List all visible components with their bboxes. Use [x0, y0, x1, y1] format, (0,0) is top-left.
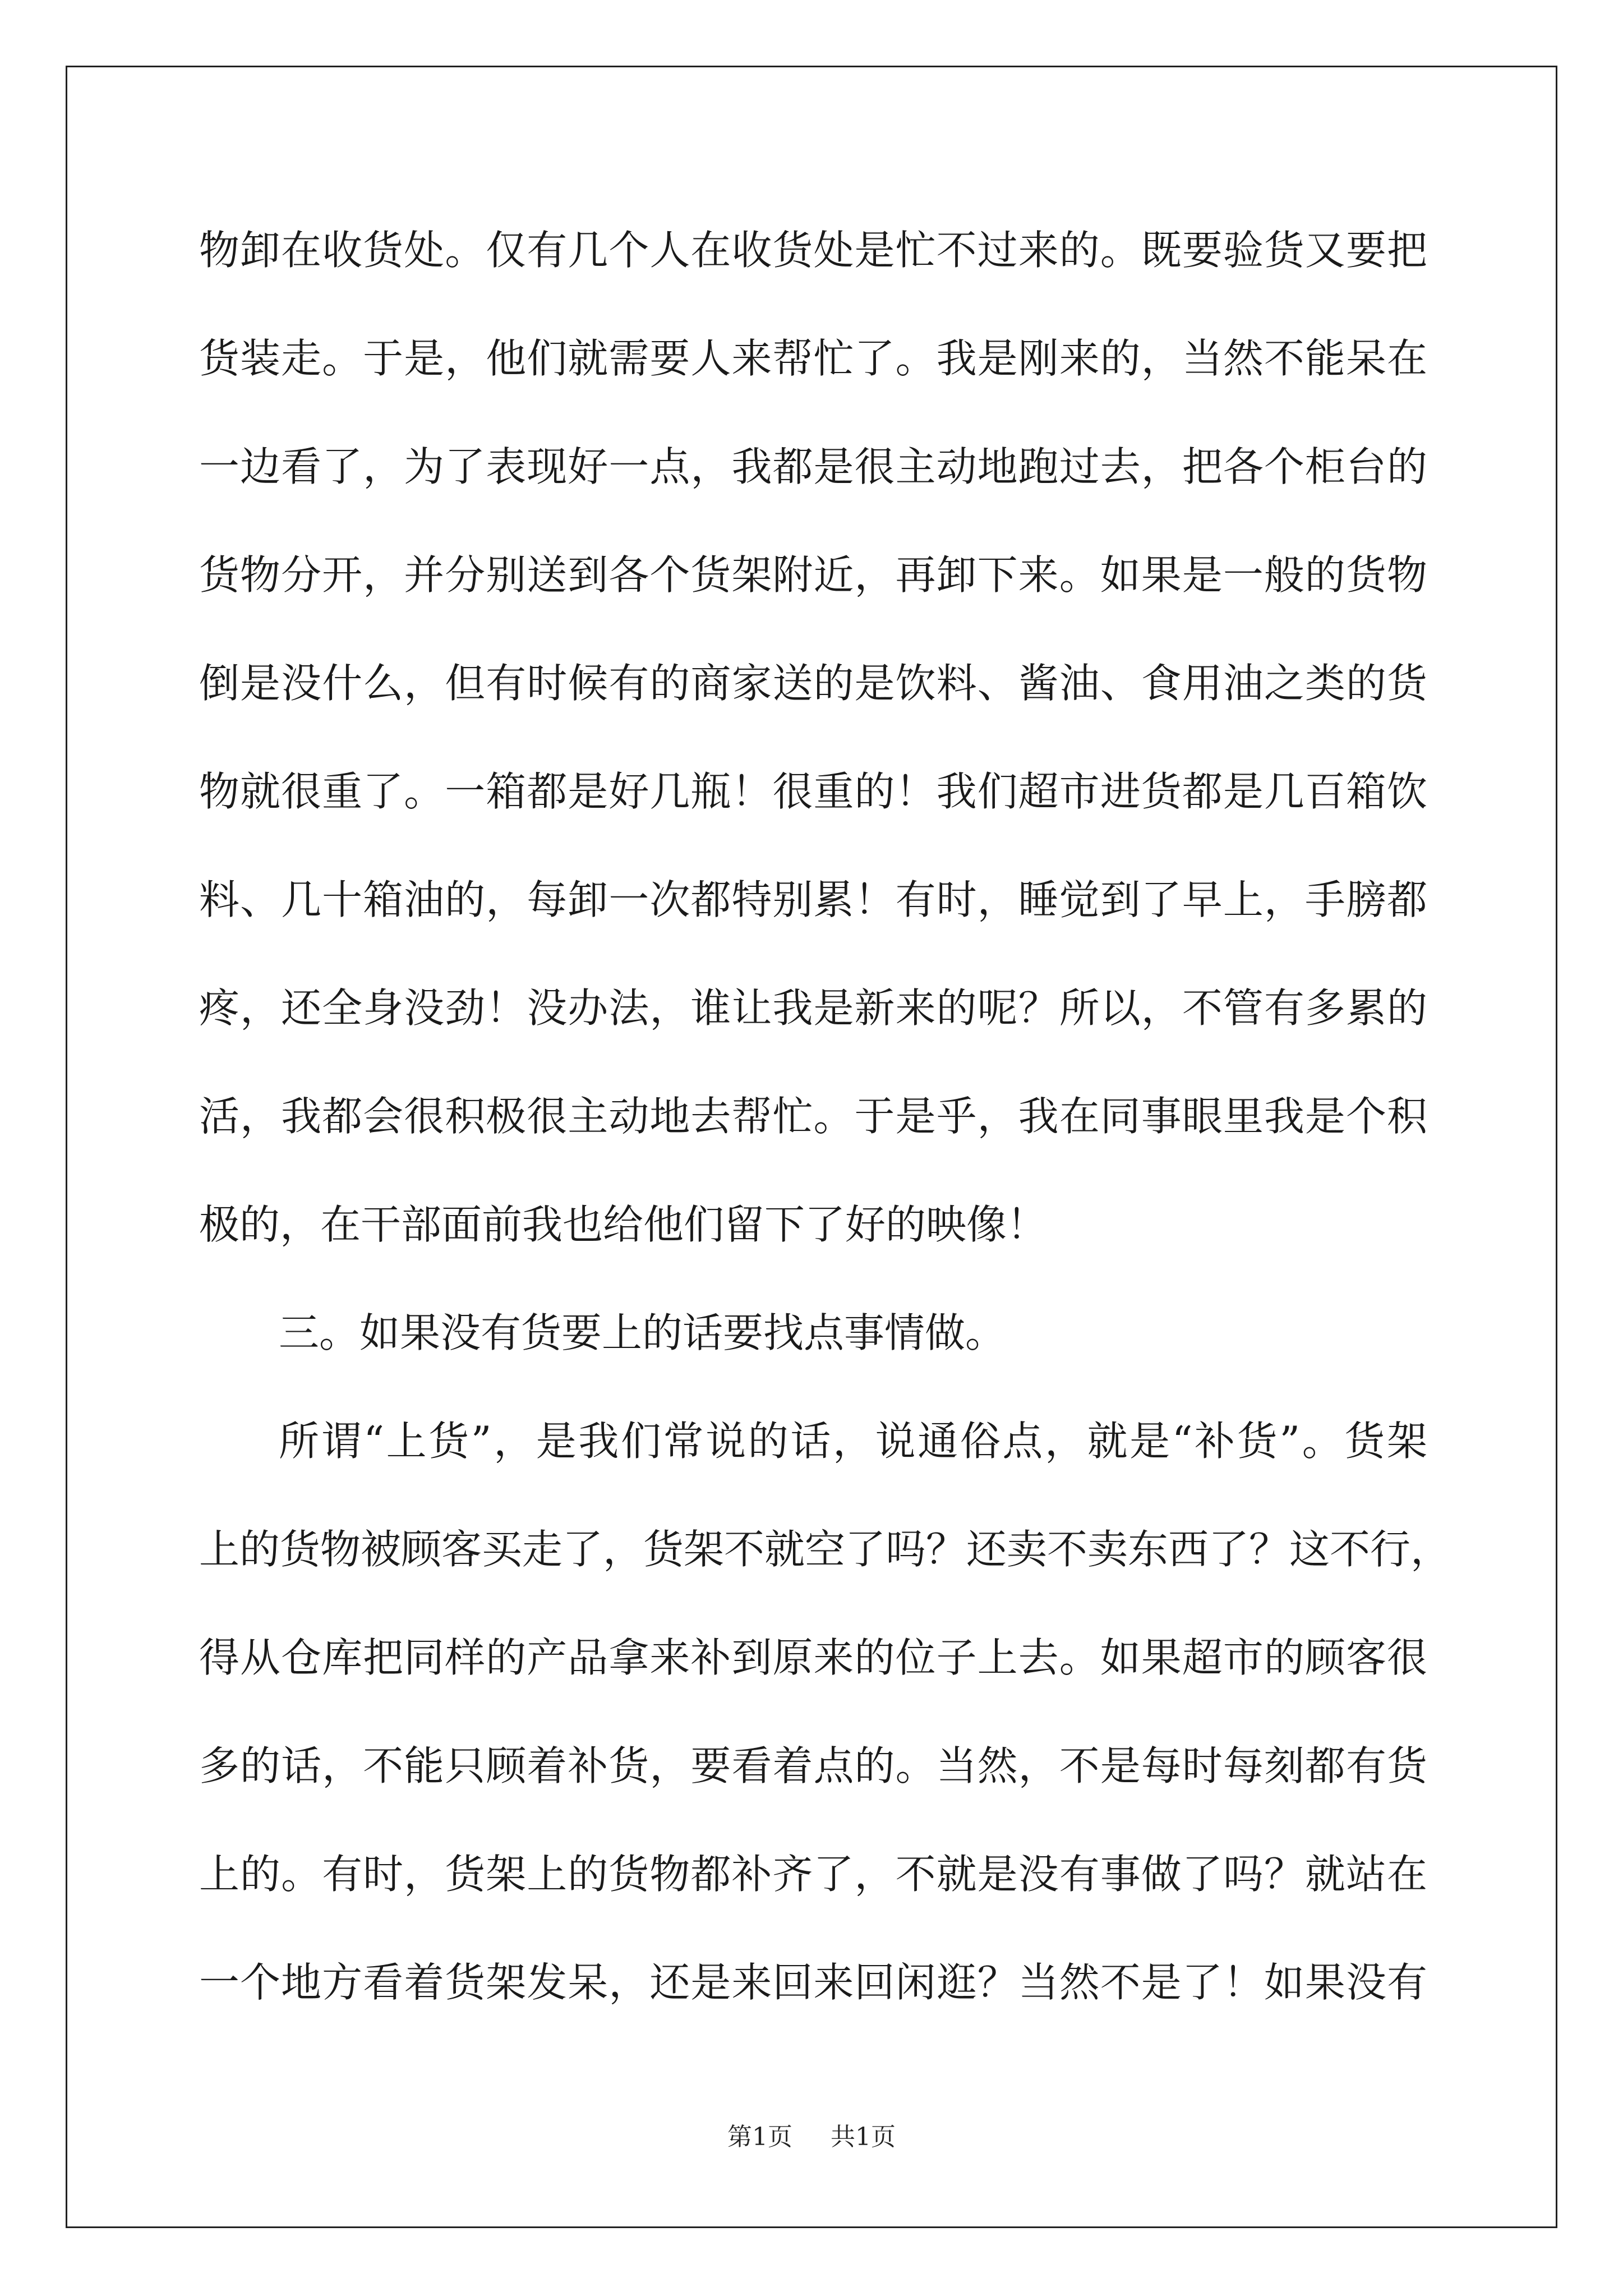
text-line: 所谓“上货”，是我们常说的话，说通俗点，就是“补货”。货架 [279, 1418, 1427, 1465]
text-line: 料、几十箱油的，每卸一次都特别累！有时，睡觉到了早上，手膀都 [199, 876, 1427, 923]
text-line: 上的。有时，货架上的货物都补齐了，不就是没有事做了吗？就站在 [199, 1851, 1427, 1898]
text-line: 得从仓库把同样的产品拿来补到原来的位子上去。如果超市的顾客很 [199, 1634, 1427, 1681]
text-line: 多的话，不能只顾着补货，要看着点的。当然，不是每时每刻都有货 [199, 1742, 1427, 1789]
document-body [199, 196, 1451, 2037]
section-heading: 三。如果没有货要上的话要找点事情做。 [279, 1309, 1006, 1356]
text-line: 物卸在收货处。仅有几个人在收货处是忙不过来的。既要验货又要把 [199, 227, 1427, 274]
text-line: 货物分开，并分别送到各个货架附近，再卸下来。如果是一般的货物 [199, 551, 1427, 599]
text-line: 货装走。于是，他们就需要人来帮忙了。我是刚来的，当然不能呆在 [199, 335, 1427, 382]
text-line: 极的，在干部面前我也给他们留下了好的映像！ [199, 1201, 1048, 1248]
page-number: 第1页 [727, 2123, 792, 2151]
text-line: 活，我都会很积极很主动地去帮忙。于是乎，我在同事眼里我是个积 [199, 1093, 1427, 1140]
text-line: 疼，还全身没劲！没办法，谁让我是新来的呢？所以，不管有多累的 [199, 984, 1427, 1032]
text-line: 物就很重了。一箱都是好几瓶！很重的！我们超市进货都是几百箱饮 [199, 768, 1427, 815]
text-line: 倒是没什么，但有时候有的商家送的是饮料、酱油、食用油之类的货 [199, 660, 1427, 707]
text-line: 一个地方看着货架发呆，还是来回来回闲逛？当然不是了！如果没有 [199, 1959, 1427, 2006]
text-line: 上的货物被顾客买走了，货架不就空了吗？还卖不卖东西了？这不行， [199, 1526, 1451, 1573]
page-footer [0, 2120, 1623, 2154]
page-total: 共1页 [831, 2123, 896, 2151]
text-line: 一边看了，为了表现好一点，我都是很主动地跑过去，把各个柜台的 [199, 443, 1427, 490]
